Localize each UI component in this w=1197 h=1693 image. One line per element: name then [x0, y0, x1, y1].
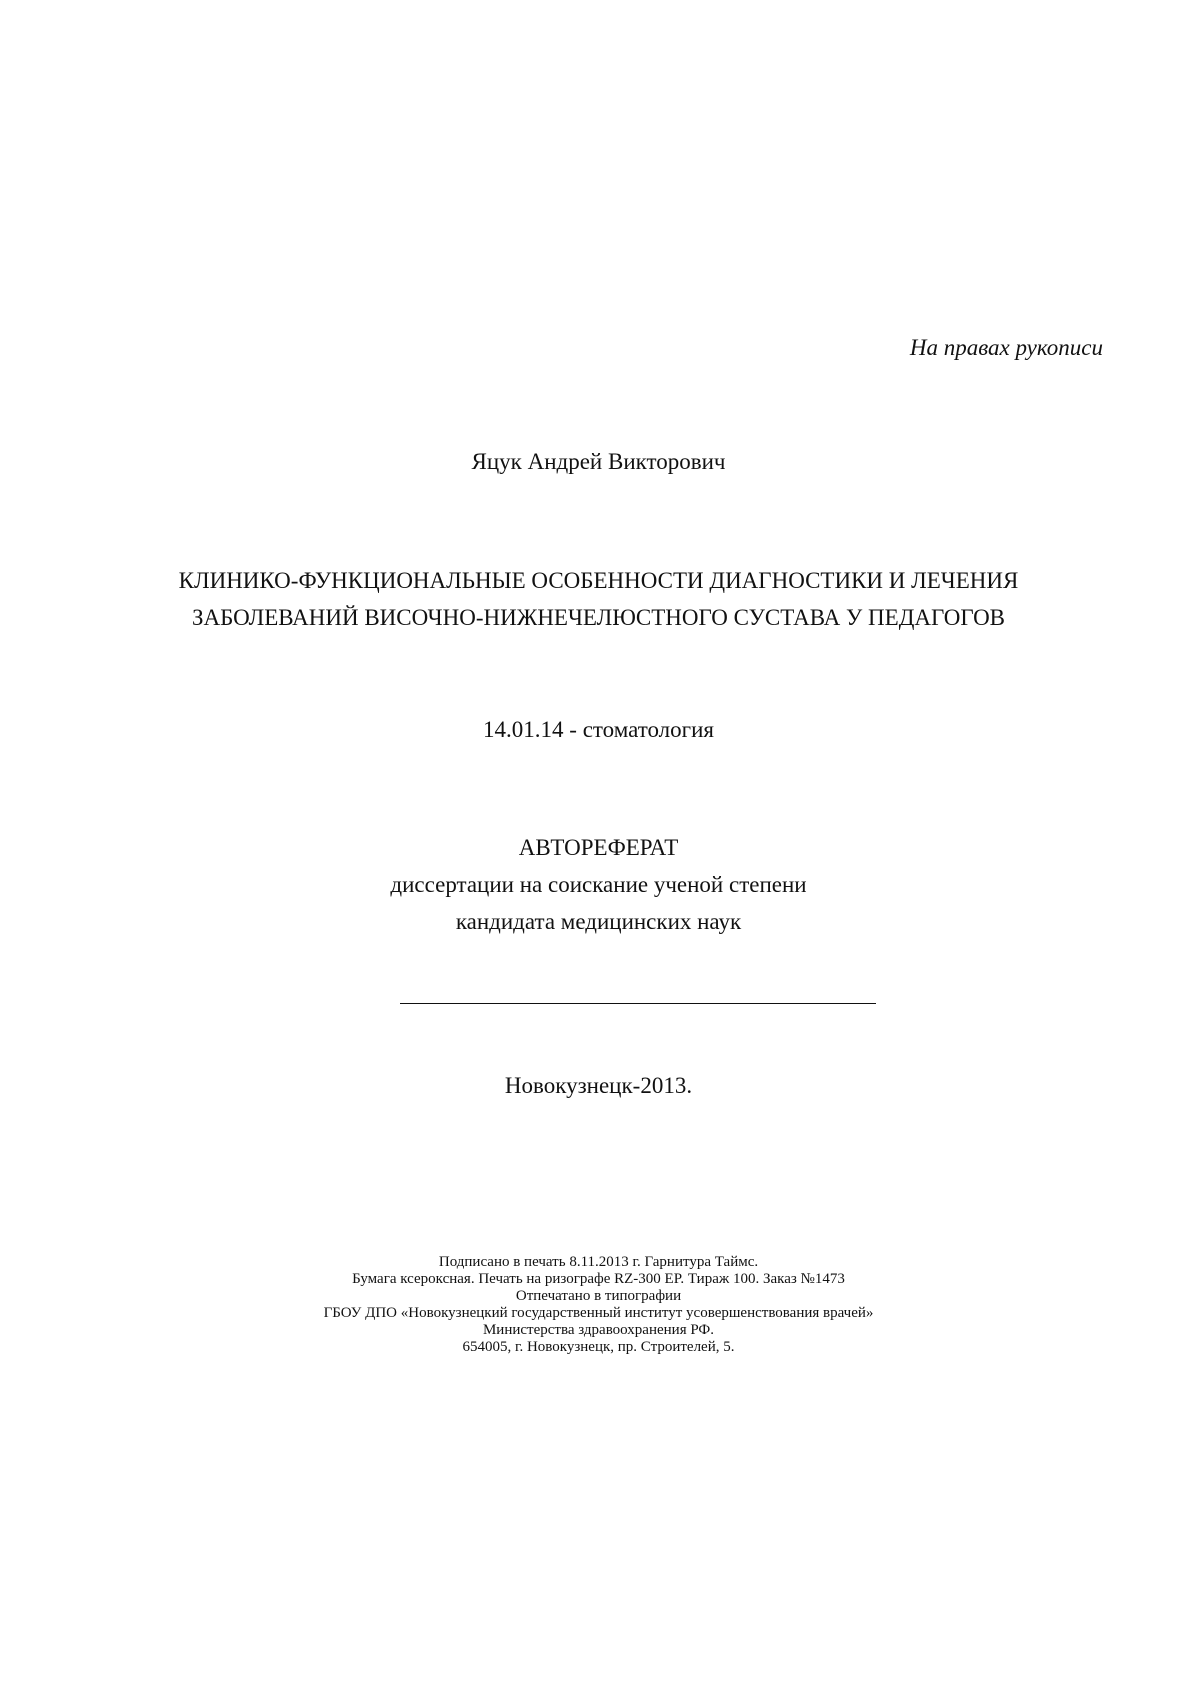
title-line-2: ЗАБОЛЕВАНИЙ ВИСОЧНО-НИЖНЕЧЕЛЮСТНОГО СУСТАВА У ПЕДАГОГОВ — [191, 605, 1006, 630]
author-name: Яцук Андрей Викторович — [471, 449, 726, 474]
manuscript-note: На правах рукописи — [909, 335, 1103, 360]
imprint-block — [0, 1254, 1197, 1356]
imprint-line-5: Министерства здравоохранения РФ. — [482, 1322, 715, 1338]
imprint-line-4: ГБОУ ДПО «Новокузнецкий государственный институт усовершенствования врачей» — [323, 1305, 874, 1321]
horizontal-rule — [400, 1003, 876, 1004]
abstract-heading: АВТОРЕФЕРАТ — [518, 835, 679, 860]
imprint-line-2: Бумага ксероксная. Печать на ризографе RZ-300 EP. Тираж 100. Заказ №1473 — [352, 1271, 845, 1287]
imprint-line-3: Отпечатано в типографии — [515, 1288, 682, 1304]
imprint-line-6: 654005, г. Новокузнецк, пр. Строителей, 5. — [462, 1339, 735, 1355]
imprint-line-1: Подписано в печать 8.11.2013 г. Гарнитура Таймс. — [438, 1254, 759, 1270]
abstract-block — [0, 829, 1197, 940]
city-year: Новокузнецк-2013. — [504, 1073, 693, 1098]
abstract-line-2: диссертации на соискание ученой степени — [390, 872, 807, 897]
title-line-1: КЛИНИКО-ФУНКЦИОНАЛЬНЫЕ ОСОБЕННОСТИ ДИАГНОСТИКИ И ЛЕЧЕНИЯ — [178, 568, 1019, 593]
dissertation-title — [0, 562, 1197, 636]
abstract-line-3: кандидата медицинских наук — [455, 909, 742, 934]
specialty-code: 14.01.14 - стоматология — [483, 717, 714, 742]
